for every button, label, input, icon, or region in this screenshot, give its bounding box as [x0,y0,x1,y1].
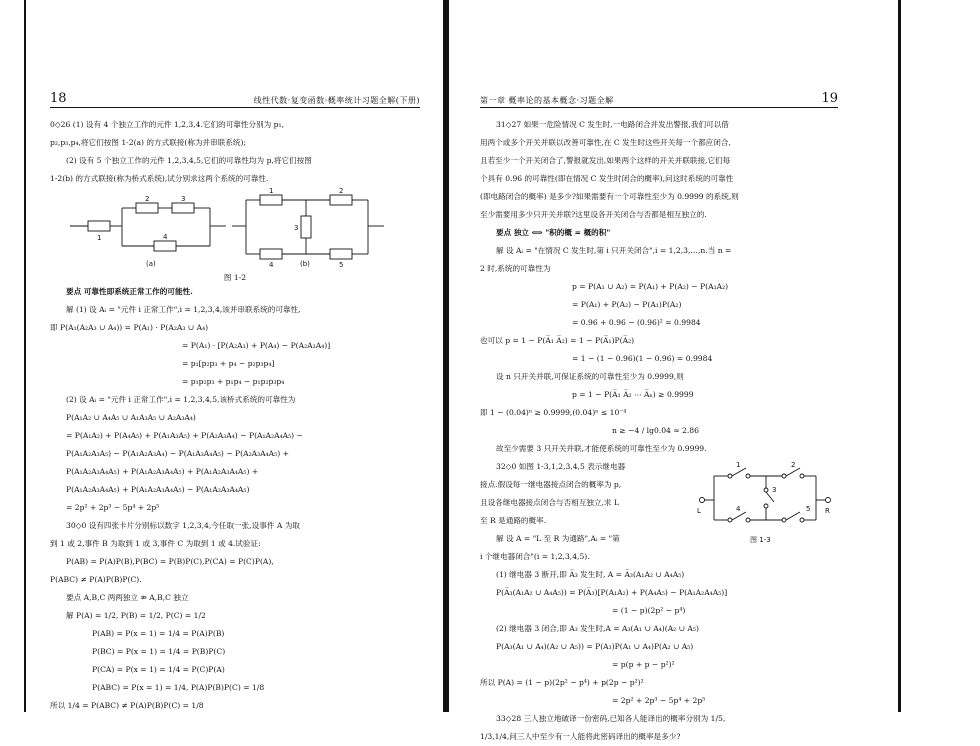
node-label-l: L [697,507,701,515]
text-line: 所以 P(A) = (1 − p)(2p² − p⁴) + p(2p − p²)² [480,678,644,687]
left-text-top [50,116,420,188]
left-page [50,90,420,715]
text-line: p₂,p₃,p₄,将它们按图 1-2(a) 的方式联接(称为并串联系统); [50,138,247,147]
figure-label: 3 [181,195,186,203]
text-line: p = P(A₁ ∪ A₂) = P(A₁) + P(A₂) − P(A₁A₂) [572,282,729,291]
page-number: 19 [821,91,838,106]
text-line: 且设各继电器接点闭合与否相互独立,求 L [480,498,619,507]
right-page-header [480,90,838,108]
text-line: 且若至少一个开关闭合了,警报就发出,如果两个这样的开关并联联接,它们每 [480,156,731,165]
text-line: 至 R 是通路的概率. [480,516,547,525]
text-line: P(A₃(A₁ ∪ A₄)(A₂ ∪ A₅)) = P(A₃)P(A₁ ∪ A₄)P(A₂ ∪ A₅) [496,642,694,651]
node-label-r: R [825,507,830,515]
text-line: P(CA) = P(x = 1) = 1/4 = P(C)P(A) [92,665,225,674]
right-page [480,90,838,746]
text-line: 33◇28 三人独立地破译一份密码,已知各人能译出的概率分别为 1/5, [496,714,726,723]
text-line: = (1 − p)(2p² − p⁴) [612,606,686,615]
text-line: P(AB) = P(x = 1) = 1/4 = P(A)P(B) [92,629,225,638]
text-line: 31◇27 如果一危险情况 C 发生时,一电路闭合并发出警报,我们可以借 [496,120,729,129]
circuit-diagram-1-2 [50,188,420,268]
text-line: (2) 设 Aᵢ = "元件 i 正常工作",i = 1,2,3,4,5,该桥式系统的可靠性为 [66,395,296,404]
running-head: 线性代数·复变函数·概率统计习题全解(下册) [253,96,420,105]
problem-32-text [480,458,692,566]
text-line: P(AB) = P(A)P(B),P(BC) = P(B)P(C),P(CA) = P(C)P(A), [66,557,274,566]
text-line: 解 设 A = "L 至 R 为通路",Aᵢ = "第 [496,534,620,543]
text-line: (2) 继电器 3 闭合,即 A₃ 发生时,A = A₃(A₁ ∪ A₄)(A₂ ∪ A₅) [496,624,699,633]
text-line: = 2p² + 2p³ − 5p⁴ + 2p⁵ [66,503,160,512]
figure-sublabel-a: (a) [146,260,156,268]
text-line: = p₁p₂p₃ + p₁p₄ − p₁p₂p₃p₄ [182,377,285,386]
text-line: = P(A₁) + P(A₂) − P(A₁)P(A₂) [572,300,682,309]
text-line: (即电路闭合的概率) 是多少?如果需要有一个可靠性至少为 0.9999 的系统,则 [480,192,739,201]
text-line: P(BC) = P(x = 1) = 1/4 = P(B)P(C) [92,647,226,656]
figure-label: 4 [736,505,741,513]
text-line: = p(p + p − p²)² [612,660,675,669]
text-line: 即 P(A₁(A₂A₃ ∪ A₄)) = P(A₁) · P(A₂A₃ ∪ A₄) [50,323,209,332]
text-line: 所以 1/4 = P(ABC) ≠ P(A)P(B)P(C) = 1/8 [50,701,204,710]
text-line: (1) 继电器 3 断开,即 A̅₃ 发生时, A = A̅₃(A₁A₂ ∪ A₄A₅) [496,570,685,579]
text-line: = 1 − (1 − 0.96)(1 − 0.96) = 0.9984 [572,354,713,363]
text-line: 要点 A,B,C 两两独立 ⇏ A,B,C 独立 [66,593,189,602]
figure-label: 1 [736,461,741,469]
figure-label: 2 [339,188,344,195]
figure-caption: 图 1-3 [750,536,771,544]
figure-caption: 图 1-2 [223,273,247,282]
text-line: 要点 可靠性即系统正常工作的可能性. [66,287,193,296]
text-line: P(A₁A₂A₃A₅) − P(A₁A₂A₃A₄) − P(A₁A₃A₄A₅) − P(A₂A₃A₄A₅) + [66,449,289,458]
text-line: P(A₁A₂A₃A₄A₅) + P(A₁A₂A₃A₄A₅) − P(A₁A₂A₃A₄A₅) [66,485,250,494]
text-line: = P(A₁A₂) + P(A₄A₅) + P(A₁A₃A₅) + P(A₂A₃A₄) − P(A₁A₂A₄A₅) − [66,431,303,440]
text-line: = 2p² + 2p³ − 5p⁴ + 2p⁵ [612,696,706,705]
book-spine [443,0,449,712]
text-line: 32◇0 如图 1-3,1,2,3,4,5 表示继电器 [496,462,626,471]
text-line: 解 设 Aᵢ = "在情况 C 发生时,第 i 只开关闭合",i = 1,2,3,…,n.当 n = [496,246,732,255]
text-line: 即 1 − (0.04)ⁿ ≥ 0.9999,(0.04)ⁿ ≤ 10⁻⁴ [480,408,627,417]
text-line: p = 1 − P(A̅₁ A̅₂ ⋯ A̅ₙ) ≥ 0.9999 [572,390,694,399]
figure-1-3 [692,458,838,566]
figure-label: 3 [294,224,299,232]
text-line: (2) 设有 5 个独立工作的元件 1,2,3,4,5,它们的可靠性均为 p,将它们按图 [66,156,312,165]
figure-label: 4 [269,261,274,268]
text-line: P(A₁A₂ ∪ A₄A₅ ∪ A₁A₃A₅ ∪ A₂A₃A₄) [66,413,196,422]
page-number: 18 [50,91,67,106]
figure-label: 5 [339,261,344,268]
figure-label: 5 [806,505,811,513]
text-line: 解 P(A) = 1/2, P(B) = 1/2, P(C) = 1/2 [66,611,206,620]
text-line: n ≥ −4 / lg0.04 ≈ 2.86 [612,426,699,435]
text-line: = 0.96 + 0.96 − (0.96)² = 0.9984 [572,318,701,327]
text-line: 故至少需要 3 只开关并联,才能使系统的可靠性至少为 0.9999. [496,444,707,453]
text-line: 解 (1) 设 Aᵢ = "元件 i 正常工作",i = 1,2,3,4,该并串联系统的可靠性, [66,305,301,314]
text-line: P(A₁A₂A₃A₄A₅) + P(A₁A₂A₃A₄A₅) + P(A₁A₂A₃A₄A₅) + [66,467,259,476]
text-line: 1/3,1/4,问三人中至少有一人能将此密码译出的概率是多少? [480,732,681,741]
figure-label: 1 [97,234,102,242]
text-line: 用两个或多个开关并联以改善可靠性,在 C 发生时这些开关每一个都应闭合, [480,138,731,147]
figure-label: 3 [772,486,777,494]
text-line: 2 时,系统的可靠性为 [480,264,551,273]
text-line: P(ABC) ≠ P(A)P(B)P(C). [50,575,142,584]
figure-label: 2 [791,461,796,469]
right-text-top [480,116,838,458]
text-line: 个具有 0.96 的可靠性(即在情况 C 发生时闭合的概率),问这时系统的可靠性 [480,174,734,183]
text-line: 1-2(b) 的方式联接(称为桥式系统),试分别求这两个系统的可靠性. [50,174,269,183]
text-line: 接点.假设每一继电器接点闭合的概率为 p, [480,480,622,489]
text-line: 要点 独立 ⟺ "积的概 = 概的积" [496,228,611,237]
text-line: 设 n 只开关并联,可保证系统的可靠性至少为 0.9999,则 [496,372,684,381]
text-line: 也可以 p = 1 − P(A̅₁ A̅₂) = 1 − P(A̅₁)P(A̅₂) [480,336,635,345]
figure-label: 1 [269,188,274,195]
text-line: P(A̅₃(A₁A₂ ∪ A₄A₅)) = P(A̅₃)[P(A₁A₂) + P(A₄A₅) − P(A₁A₂A₄A₅)] [496,588,728,597]
text-line: P(ABC) = P(x = 1) = 1/4, P(A)P(B)P(C) = 1/8 [92,683,265,692]
right-text-bottom [480,566,838,746]
scan-edge-right [898,0,901,712]
figure-label: 2 [145,195,150,203]
text-line: = P(A₁) · [P(A₂A₃) + P(A₄) − P(A₂A₃A₄)] [182,341,331,350]
text-line: 0◇26 (1) 设有 4 个独立工作的元件 1,2,3,4.它们的可靠性分别为 p₁, [50,120,284,129]
figure-sublabel-b: (b) [300,260,310,268]
scan-edge-left [24,0,26,712]
text-line: 30◇0 设有四张卡片分别标以数字 1,2,3,4,今任取一张,设事件 A 为取 [66,521,300,530]
left-text-bottom [50,283,420,715]
text-line: i 个继电器闭合"(i = 1,2,3,4,5). [480,552,590,561]
running-head: 第一章 概率论的基本概念·习题全解 [480,96,614,105]
text-line: 到 1 或 2,事件 B 为取到 1 或 3,事件 C 为取到 1 或 4.试验证: [50,539,261,548]
figure-1-2 [50,188,420,283]
problem-32-block [480,458,838,566]
relay-diagram-1-3 [692,458,838,546]
figure-label: 4 [163,233,168,241]
text-line: 至少需要用多少只开关并联?这里设各开关闭合与否都是相互独立的. [480,210,707,219]
text-line: = p₁[p₂p₃ + p₄ − p₂p₃p₄] [182,359,275,368]
left-page-header [50,90,420,108]
